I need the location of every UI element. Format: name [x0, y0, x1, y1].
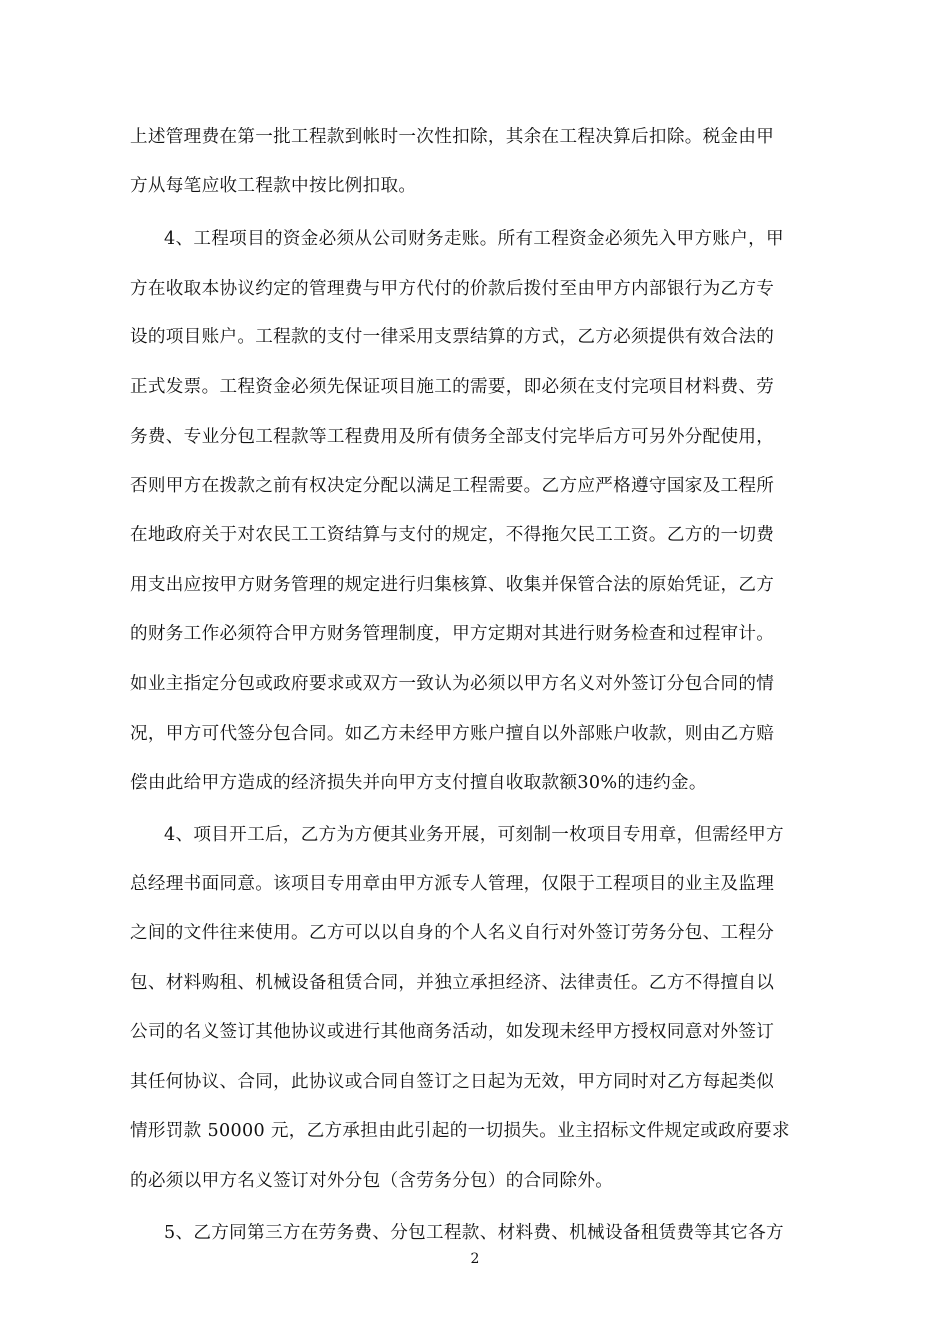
paragraph-line: 务费、专业分包工程款等工程费用及所有债务全部支付完毕后方可另外分配使用， — [130, 427, 775, 447]
paragraph-line: 况，甲方可代签分包合同。如乙方未经甲方账户擅自以外部账户收款，则由乙方赔 — [130, 724, 775, 744]
paragraph-line: 公司的名义签订其他协议或进行其他商务活动，如发现未经甲方授权同意对外签订 — [130, 1022, 775, 1042]
paragraph-line: 总经理书面同意。该项目专用章由甲方派专人管理，仅限于工程项目的业主及监理 — [130, 874, 775, 894]
paragraph-line: 如业主指定分包或政府要求或双方一致认为必须以甲方名义对外签订分包合同的情 — [130, 674, 775, 694]
page-number: 2 — [470, 1251, 480, 1267]
paragraph-line: 4、工程项目的资金必须从公司财务走账。所有工程资金必须先入甲方账户，甲 — [164, 229, 784, 249]
paragraph-line: 否则甲方在拨款之前有权决定分配以满足工程需要。乙方应严格遵守国家及工程所 — [130, 476, 775, 496]
paragraph-line: 4、项目开工后，乙方为方便其业务开展，可刻制一枚项目专用章，但需经甲方 — [164, 825, 784, 845]
paragraph-line: 情形罚款 50000 元，乙方承担由此引起的一切损失。业主招标文件规定或政府要求 — [130, 1121, 790, 1141]
paragraph-line: 方在收取本协议约定的管理费与甲方代付的价款后拨付至由甲方内部银行为乙方专 — [130, 279, 775, 299]
paragraph-line: 在地政府关于对农民工工资结算与支付的规定，不得拖欠民工工资。乙方的一切费 — [130, 525, 775, 545]
paragraph-line: 的必须以甲方名义签订对外分包（含劳务分包）的合同除外。 — [130, 1171, 614, 1191]
paragraph-line: 5、乙方同第三方在劳务费、分包工程款、材料费、机械设备租赁费等其它各方 — [164, 1223, 784, 1243]
paragraph-line: 上述管理费在第一批工程款到帐时一次性扣除，其余在工程决算后扣除。税金由甲 — [130, 127, 775, 147]
paragraph-line: 其任何协议、合同，此协议或合同自签订之日起为无效，甲方同时对乙方每起类似 — [130, 1072, 775, 1092]
paragraph-line: 之间的文件往来使用。乙方可以以自身的个人名义自行对外签订劳务分包、工程分 — [130, 923, 775, 943]
paragraph-line: 的财务工作必须符合甲方财务管理制度，甲方定期对其进行财务检查和过程审计。 — [130, 624, 775, 644]
paragraph-line: 设的项目账户。工程款的支付一律采用支票结算的方式，乙方必须提供有效合法的 — [130, 327, 775, 347]
paragraph-line: 包、材料购租、机械设备租赁合同，并独立承担经济、法律责任。乙方不得擅自以 — [130, 973, 775, 993]
paragraph-line: 方从每笔应收工程款中按比例扣取。 — [130, 176, 417, 196]
paragraph-line: 正式发票。工程资金必须先保证项目施工的需要，即必须在支付完项目材料费、劳 — [130, 377, 775, 397]
paragraph-line: 用支出应按甲方财务管理的规定进行归集核算、收集并保管合法的原始凭证，乙方 — [130, 575, 775, 595]
paragraph-line: 偿由此给甲方造成的经济损失并向甲方支付擅自收取款额30%的违约金。 — [130, 773, 707, 793]
